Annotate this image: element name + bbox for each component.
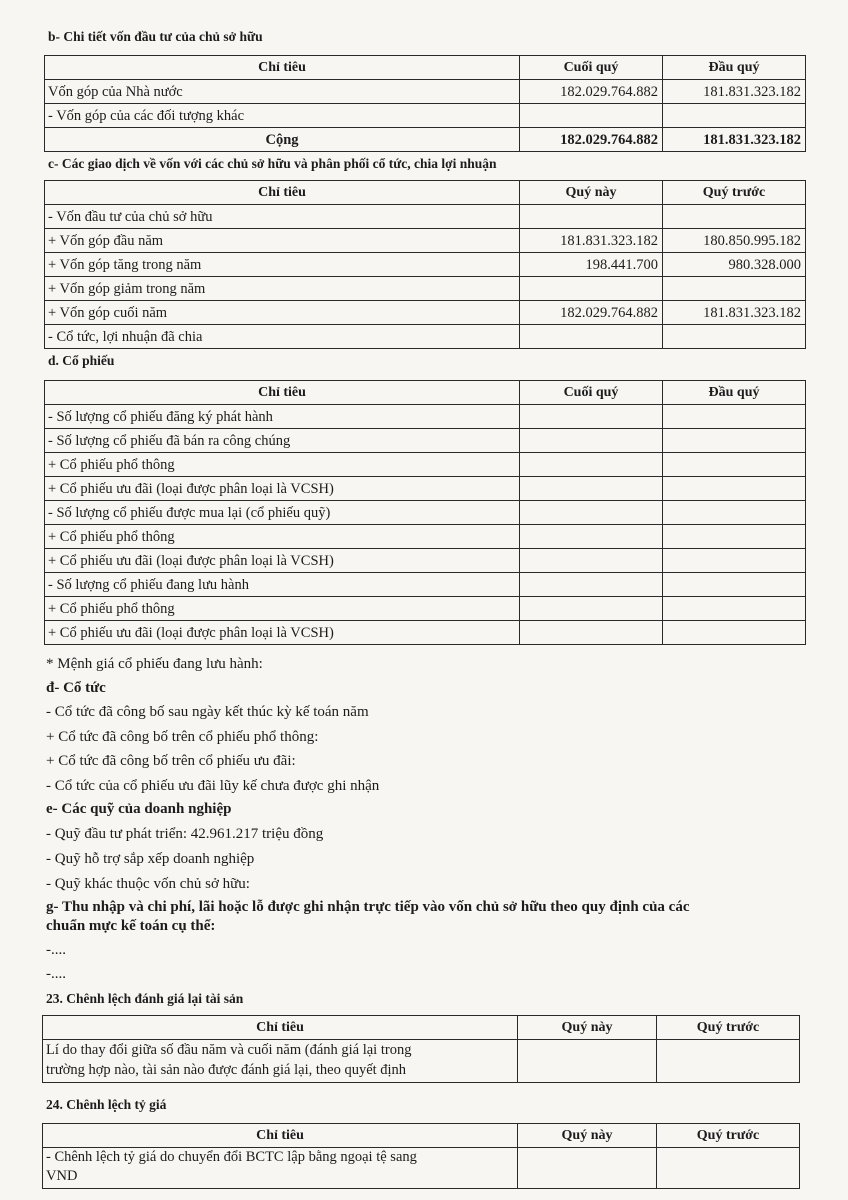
row-label: Vốn góp của Nhà nước (45, 80, 520, 104)
row-label: - Cổ tức, lợi nhuận đã chia (45, 325, 520, 349)
empty-cell (520, 405, 663, 429)
table-row (45, 525, 806, 549)
row-value: 180.850.995.182 (663, 229, 806, 253)
placeholder-line: -.... (46, 942, 66, 958)
row-value: 980.328.000 (663, 253, 806, 277)
table-row (45, 277, 806, 301)
row-value (663, 277, 806, 301)
section-d-title: d. Cổ phiếu (48, 353, 115, 368)
row-label: + Vốn góp tăng trong năm (45, 253, 520, 277)
row-label-line: trường hợp nào, tài sản nào được đánh giá lại, theo quyết định (46, 1062, 407, 1078)
empty-cell (520, 549, 663, 573)
row-value: 182.029.764.882 (520, 301, 663, 325)
section-dd-title: đ- Cổ tức (46, 680, 106, 696)
empty-cell (520, 477, 663, 501)
col-header-prev-quarter: Quý trước (657, 1016, 800, 1040)
row-value (520, 205, 663, 229)
row-label (43, 1040, 518, 1083)
row-label-line: VND (46, 1168, 78, 1184)
section-23-title: 23. Chênh lệch đánh giá lại tài sản (46, 991, 244, 1006)
empty-cell (663, 621, 806, 645)
table-header-row (43, 1016, 800, 1040)
empty-cell (663, 501, 806, 525)
row-value: 181.831.323.182 (663, 80, 806, 104)
dividend-line: + Cổ tức đã công bố trên cổ phiếu ưu đãi: (46, 753, 296, 769)
total-value: 181.831.323.182 (663, 128, 806, 152)
col-header-this-quarter: Quý này (518, 1124, 657, 1148)
row-label: + Cổ phiếu phổ thông (45, 597, 520, 621)
empty-cell (663, 453, 806, 477)
col-header-this-quarter: Quý này (518, 1016, 657, 1040)
placeholder-line: -.... (46, 966, 66, 982)
row-label-line: - Chênh lệch tỷ giá do chuyển đổi BCTC lập bằng ngoại tệ sang (46, 1149, 417, 1165)
table-row (45, 80, 806, 104)
par-value-note: * Mệnh giá cổ phiếu đang lưu hành: (46, 656, 263, 672)
empty-cell (663, 525, 806, 549)
row-label: + Vốn góp cuối năm (45, 301, 520, 325)
table-row (45, 325, 806, 349)
row-label: + Vốn góp đầu năm (45, 229, 520, 253)
row-label: + Cổ phiếu ưu đãi (loại được phân loại là VCSH) (45, 549, 520, 573)
col-header-end-quarter: Cuối quý (520, 381, 663, 405)
table-row (43, 1040, 800, 1083)
table-row (45, 501, 806, 525)
table-row (45, 477, 806, 501)
empty-cell (520, 453, 663, 477)
empty-cell (663, 405, 806, 429)
row-value: 181.831.323.182 (663, 301, 806, 325)
col-header-criteria: Chỉ tiêu (43, 1016, 518, 1040)
table-header-row (45, 381, 806, 405)
fund-line: - Quỹ hỗ trợ sắp xếp doanh nghiệp (46, 851, 255, 867)
section-b-title: b- Chi tiết vốn đầu tư của chủ sở hữu (48, 29, 263, 44)
empty-cell (520, 525, 663, 549)
section-g-title-line2: chuẩn mực kế toán cụ thể: (46, 918, 216, 934)
empty-cell (663, 477, 806, 501)
exchange-rate-table (42, 1123, 800, 1189)
table-row (45, 405, 806, 429)
col-header-criteria: Chỉ tiêu (45, 181, 520, 205)
table-row (45, 429, 806, 453)
row-label: + Cổ phiếu phổ thông (45, 525, 520, 549)
table-row (45, 253, 806, 277)
row-value (520, 104, 663, 128)
row-label: + Vốn góp giảm trong năm (45, 277, 520, 301)
col-header-criteria: Chỉ tiêu (43, 1124, 518, 1148)
empty-cell (518, 1148, 657, 1189)
col-header-criteria: Chỉ tiêu (45, 56, 520, 80)
empty-cell (520, 501, 663, 525)
row-label (43, 1148, 518, 1189)
table-row (45, 229, 806, 253)
section-g-title-line1: g- Thu nhập và chi phí, lãi hoặc lỗ được ghi nhận trực tiếp vào vốn chủ sở hữu theo quy định của các (46, 899, 690, 915)
section-24-title: 24. Chênh lệch tỷ giá (46, 1097, 167, 1112)
shares-table (44, 380, 806, 645)
table-header-row (45, 181, 806, 205)
empty-cell (663, 549, 806, 573)
table-row (45, 573, 806, 597)
table-row (45, 549, 806, 573)
table-row (45, 597, 806, 621)
row-label-line: Lí do thay đổi giữa số đầu năm và cuối năm (đánh giá lại trong (46, 1042, 412, 1058)
section-c-title: c- Các giao dịch về vốn với các chủ sở hữu và phân phối cổ tức, chia lợi nhuận (48, 156, 497, 171)
empty-cell (518, 1040, 657, 1083)
row-label: + Cổ phiếu phổ thông (45, 453, 520, 477)
empty-cell (657, 1040, 800, 1083)
row-value (663, 205, 806, 229)
revaluation-table (42, 1015, 800, 1083)
empty-cell (520, 429, 663, 453)
empty-cell (520, 597, 663, 621)
capital-detail-table (44, 55, 806, 152)
table-row (45, 104, 806, 128)
row-label: - Số lượng cổ phiếu đang lưu hành (45, 573, 520, 597)
row-label: - Số lượng cổ phiếu đăng ký phát hành (45, 405, 520, 429)
row-label: - Số lượng cổ phiếu được mua lại (cổ phiếu quỹ) (45, 501, 520, 525)
row-label: + Cổ phiếu ưu đãi (loại được phân loại là VCSH) (45, 477, 520, 501)
row-value: 198.441.700 (520, 253, 663, 277)
table-row (45, 301, 806, 325)
empty-cell (657, 1148, 800, 1189)
table-row (45, 453, 806, 477)
empty-cell (663, 597, 806, 621)
col-header-prev-quarter: Quý trước (657, 1124, 800, 1148)
col-header-start-quarter: Đầu quý (663, 381, 806, 405)
empty-cell (520, 621, 663, 645)
fund-line: - Quỹ khác thuộc vốn chủ sở hữu: (46, 876, 250, 892)
total-value: 182.029.764.882 (520, 128, 663, 152)
col-header-this-quarter: Quý này (520, 181, 663, 205)
row-value (520, 325, 663, 349)
row-label: + Cổ phiếu ưu đãi (loại được phân loại là VCSH) (45, 621, 520, 645)
table-header-row (45, 56, 806, 80)
empty-cell (663, 429, 806, 453)
col-header-prev-quarter: Quý trước (663, 181, 806, 205)
row-value (520, 277, 663, 301)
table-row (45, 621, 806, 645)
total-row (45, 128, 806, 152)
col-header-start-quarter: Đầu quý (663, 56, 806, 80)
table-row (43, 1148, 800, 1189)
dividend-line: - Cổ tức đã công bố sau ngày kết thúc kỳ kế toán năm (46, 704, 369, 720)
table-row (45, 205, 806, 229)
row-label: - Vốn đầu tư của chủ sở hữu (45, 205, 520, 229)
col-header-criteria: Chỉ tiêu (45, 381, 520, 405)
table-header-row (43, 1124, 800, 1148)
col-header-end-quarter: Cuối quý (520, 56, 663, 80)
fund-line: - Quỹ đầu tư phát triển: 42.961.217 triệu đồng (46, 826, 324, 842)
empty-cell (520, 573, 663, 597)
dividend-line: + Cổ tức đã công bố trên cổ phiếu phổ thông: (46, 729, 319, 745)
capital-transactions-table (44, 180, 806, 349)
row-value: 182.029.764.882 (520, 80, 663, 104)
dividend-line: - Cổ tức của cổ phiếu ưu đãi lũy kế chưa được ghi nhận (46, 778, 380, 794)
row-value (663, 104, 806, 128)
row-label: - Vốn góp của các đối tượng khác (45, 104, 520, 128)
empty-cell (663, 573, 806, 597)
total-label: Cộng (45, 128, 520, 152)
row-value: 181.831.323.182 (520, 229, 663, 253)
section-e-title: e- Các quỹ của doanh nghiệp (46, 801, 232, 817)
row-label: - Số lượng cổ phiếu đã bán ra công chúng (45, 429, 520, 453)
row-value (663, 325, 806, 349)
